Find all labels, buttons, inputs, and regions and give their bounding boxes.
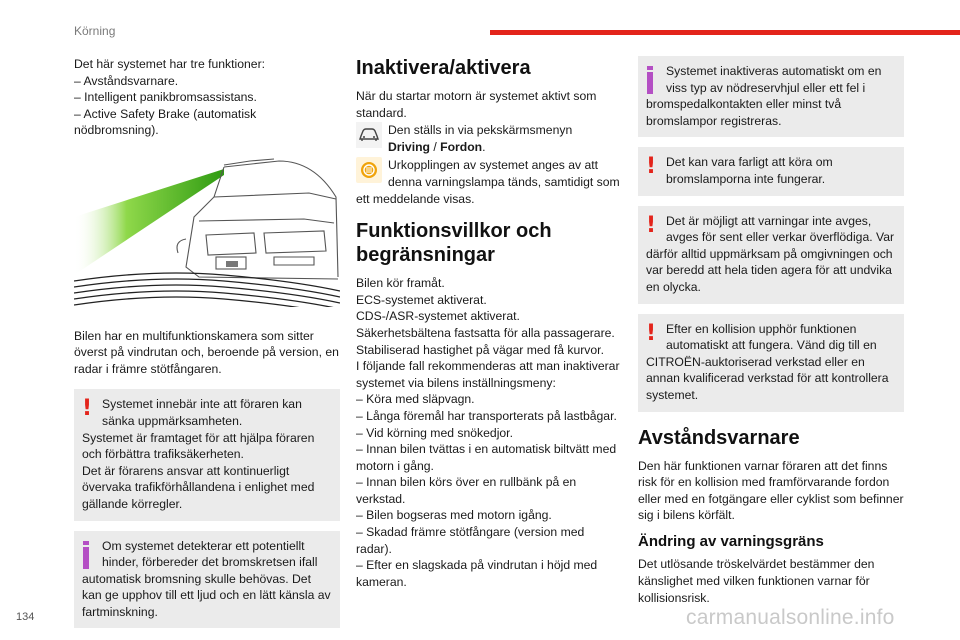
lamp-instruction	[356, 157, 622, 207]
warning-text: Efter en kollision upphör funktionen automatiskt att fungera. Vänd dig till en CITROËN-auktoriserad verkstad eller en annan kvalificerad verkstad för att kontrollera systemet.	[646, 321, 889, 402]
info-text: Om systemet detekterar ett potentiellt hinder, förbereder det bromskretsen ifall automatisk bromsning skulle behövas. Det kan ge upphov till ett ljud och en lätt känsla av fartminskning.	[82, 538, 331, 619]
condition-line: – Innan bilen körs över en rullbänk på en verkstad.	[356, 475, 577, 506]
section-heading: Inaktivera/aktivera	[356, 57, 531, 79]
condition-line: Stabiliserad hastighet på vägar med få kurvor.	[356, 342, 604, 357]
exclamation-icon: !	[646, 320, 657, 346]
warning-note	[638, 314, 904, 412]
condition-line: – Efter en slagskada på vindrutan i höjd med kameran.	[356, 558, 598, 589]
lamp-text: Urkopplingen av systemet anges av att denna varningslampa tänds, samtidigt som ett meddelande visas.	[356, 158, 620, 206]
warning-note	[638, 147, 904, 195]
menu-driving: Driving	[388, 139, 430, 154]
header-accent-bar	[490, 30, 960, 35]
warning-text: Systemet innebär inte att föraren kan sänka uppmärksamheten.	[102, 397, 302, 428]
section-heading: Funktionsvillkor och begränsningar	[356, 220, 552, 267]
exclamation-icon: !	[646, 212, 657, 238]
condition-line: Säkerhetsbältena fastsatta för alla passagerare.	[356, 325, 615, 340]
intro-line: Det här systemet har tre funktioner:	[74, 57, 266, 71]
section-heading: Avståndsvarnare	[638, 426, 800, 449]
body-text: Det utlösande tröskelvärdet bestämmer den känslighet med vilken funktionen varnar för kollisionsrisk.	[638, 557, 875, 605]
condition-line: – Innan bilen tvättas i en automatisk biltvätt med motorn i gång.	[356, 442, 617, 473]
intro-line: – Avståndsvarnare.	[74, 73, 179, 88]
condition-line: – Långa föremål har transporterats på lastbågar.	[356, 408, 617, 423]
condition-line: I följande fall rekommenderas att man inaktiverar systemet via bilens inställningsmeny:	[356, 359, 620, 390]
warning-text: Det kan vara farligt att köra om bromslamporna inte fungerar.	[666, 155, 833, 186]
illustration-caption: Bilen har en multifunktionskamera som sitter överst på vindrutan och, beroende på version, en radar i främre stötfångaren.	[74, 328, 339, 376]
warning-text: Det är förarens ansvar att kontinuerligt övervaka trafikförhållandena i enlighet med gällande körregler.	[82, 463, 315, 511]
warning-note	[74, 389, 340, 520]
info-icon	[646, 66, 654, 94]
menu-text: Den ställs in via pekskärmsmenyn	[388, 123, 573, 138]
car-icon	[356, 122, 382, 148]
condition-line: ECS-systemet aktiverat.	[356, 292, 487, 307]
column-3	[638, 56, 904, 606]
info-text: Systemet inaktiveras automatiskt om en viss typ av nödreservhjul eller ett fel i bromspedalkontakten eller minst två bromslampor registreras.	[646, 64, 882, 128]
exclamation-icon: !	[646, 154, 657, 180]
warning-note	[638, 206, 904, 304]
brake-warning-lamp-icon	[356, 157, 382, 183]
warning-text: Systemet är framtaget för att hjälpa föraren och förbättra trafiksäkerheten.	[82, 430, 315, 462]
intro-line: – Active Safety Brake (automatisk nödbromsning).	[74, 106, 257, 138]
body-text: Den här funktionen varnar föraren att det finns risk för en kollision med framförvarande fordon eller med en fotgängare eller cyklist som befinner sig i bilens körfält.	[638, 458, 904, 523]
car-camera-radar-illustration	[74, 157, 340, 307]
watermark: carmanualsonline.info	[686, 606, 895, 629]
condition-line: Bilen kör framåt.	[356, 276, 445, 291]
info-note	[74, 531, 340, 629]
column-2	[356, 56, 622, 590]
condition-line: – Vid körning med snökedjor.	[356, 425, 513, 440]
header-title: Körning	[74, 24, 116, 38]
menu-instruction	[356, 122, 622, 155]
menu-fordon: Fordon	[440, 139, 483, 154]
page-number: 134	[16, 611, 35, 623]
menu-separator: /	[429, 139, 441, 154]
condition-line: – Bilen bogseras med motorn igång.	[356, 508, 552, 523]
condition-line: CDS-/ASR-systemet aktiverat.	[356, 309, 520, 324]
info-icon	[82, 541, 90, 569]
info-note	[638, 56, 904, 137]
condition-line: – Skadad främre stötfångare (version med radar).	[356, 525, 585, 556]
subsection-heading: Ändring av varningsgräns	[638, 532, 824, 550]
column-1	[74, 56, 340, 638]
menu-end: .	[482, 139, 486, 154]
body-text: När du startar motorn är systemet aktivt som standard.	[356, 89, 597, 120]
exclamation-icon: !	[82, 396, 93, 422]
condition-line: – Köra med släpvagn.	[356, 392, 475, 407]
warning-text: Det är möjligt att varningar inte avges, avges för sent eller verkar överflödiga. Var därför alltid uppmärksam på omgivningen och var beredd att hela tiden agera för att undvika en olycka.	[646, 213, 895, 294]
intro-line: – Intelligent panikbromsassistans.	[74, 90, 257, 105]
